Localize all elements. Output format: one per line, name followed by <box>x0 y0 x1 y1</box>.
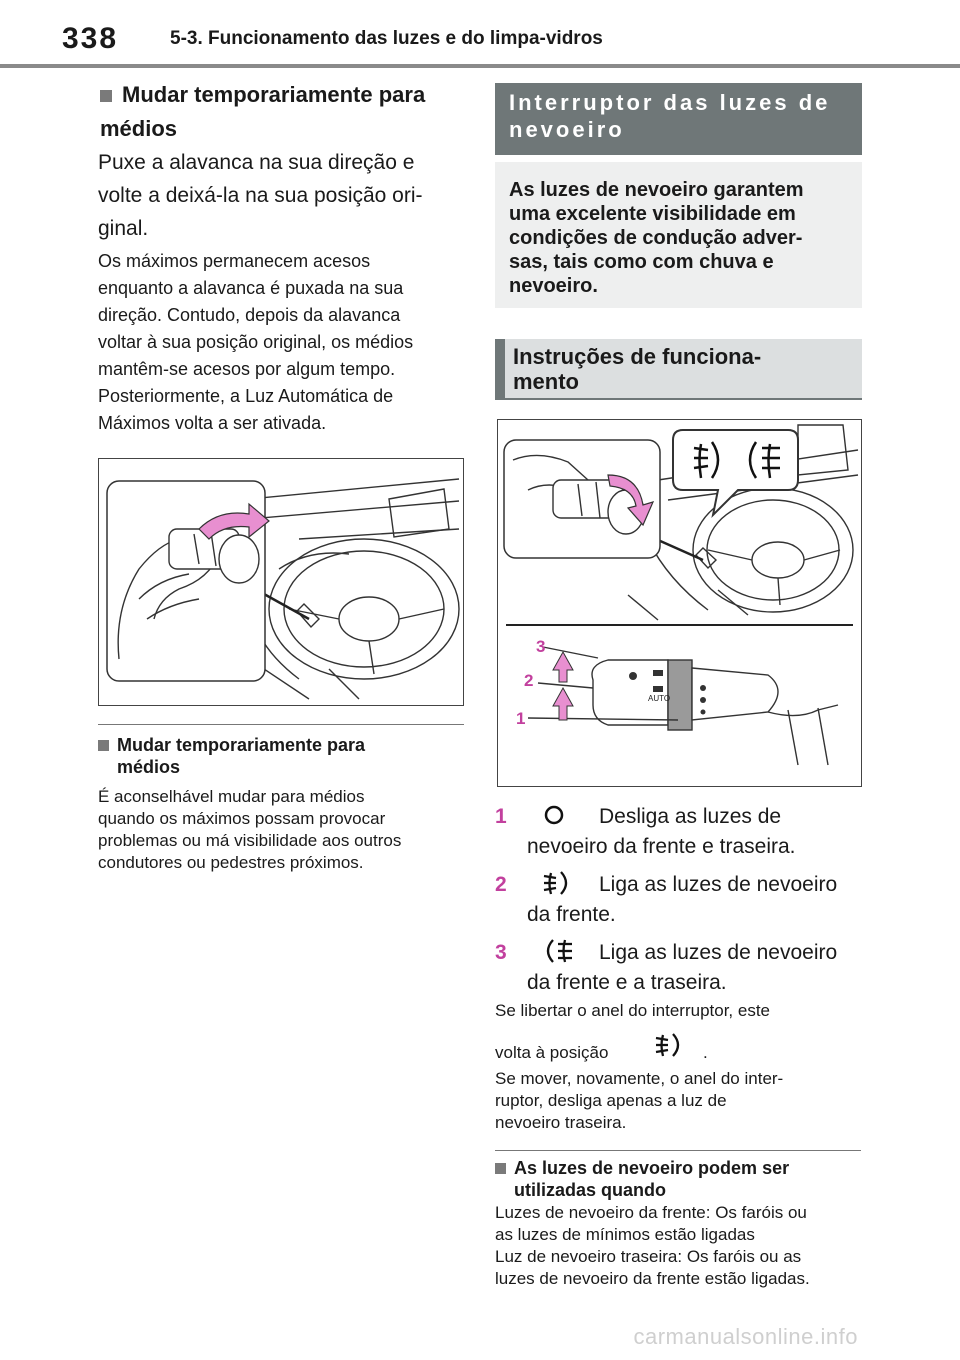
callout-2: 2 <box>524 671 534 690</box>
fog-switch-band-title: Interruptor das luzes de nevoeiro <box>495 83 862 155</box>
arrow-up-icon <box>553 652 573 682</box>
rear-fog-icon <box>541 936 575 966</box>
list-item-2: 2 Liga as luzes de nevoeiro da frente. <box>495 868 865 931</box>
left-lead: Puxe a alavanca na sua direção e volte a deixá-la na sua posição ori- ginal. <box>98 151 423 240</box>
square-bullet-icon <box>98 740 109 751</box>
fog-intro-box: As luzes de nevoeiro garantem uma excelente visibilidade em condições de condução adver- sas, tais como com chuva e nevoeiro. <box>495 162 862 308</box>
headlight-lever-illustration <box>98 458 464 706</box>
move-note: Se mover, novamente, o anel do inter- ruptor, desliga apenas a luz de nevoeiro traseira. <box>495 1069 784 1132</box>
steering-wheel-lever-drawing <box>99 459 463 705</box>
watermark: carmanualsonline.info <box>633 1324 858 1349</box>
square-bullet-icon <box>495 1163 506 1174</box>
fog-switch-drawing <box>498 420 861 786</box>
square-bullet-icon <box>100 90 112 102</box>
conditions-text: Luzes de nevoeiro da frente: Os faróis ou as luzes de mínimos estão ligadas Luz de nevoeiro traseira: Os faróis ou as luzes de nevoeiro da frente estão ligadas. <box>495 1203 810 1288</box>
fog-switch-illustration <box>497 419 862 787</box>
release-note: Se libertar o anel do interruptor, este volta à posição . <box>495 1001 770 1062</box>
right-divider <box>495 1150 861 1151</box>
conditions-heading: As luzes de nevoeiro podem ser utilizadas quando <box>495 1157 865 1201</box>
left-divider <box>98 724 464 725</box>
lever-auto-label: AUTO <box>648 694 671 703</box>
front-fog-icon <box>541 868 573 898</box>
list-item-1: 1 Desliga as luzes de nevoeiro da frente e traseira. <box>495 805 796 858</box>
left-sub-text: É aconselhável mudar para médios quando os máximos possam provocar problemas ou má visibilidade aos outros condutores ou pedestres próximos. <box>98 787 402 872</box>
header-rule <box>0 64 960 68</box>
list-item-3: 3 Liga as luzes de nevoeiro da frente e a traseira. <box>495 936 865 999</box>
front-fog-icon <box>653 1030 685 1060</box>
callout-1: 1 <box>516 709 526 728</box>
fog-off-icon <box>543 804 565 826</box>
left-heading: Mudar temporariamente para médios <box>100 82 426 141</box>
page-number: 338 <box>62 22 119 55</box>
section-title: 5-3. Funcionamento das luzes e do limpa-vidros <box>170 28 603 49</box>
arrow-up-icon <box>553 688 573 720</box>
callout-3: 3 <box>536 637 546 656</box>
left-note: Os máximos permanecem acesos enquanto a alavanca é puxada na sua direção. Contudo, depois da alavanca voltar à sua posição original, os médios mantêm-se acesos por algum tempo. Posteriormente, a Luz Automática de Máximos volta a ser ativada. <box>98 251 414 433</box>
instructions-title: Instruções de funciona- mento <box>495 339 862 400</box>
left-sub-heading: Mudar temporariamente para médios <box>98 734 468 778</box>
